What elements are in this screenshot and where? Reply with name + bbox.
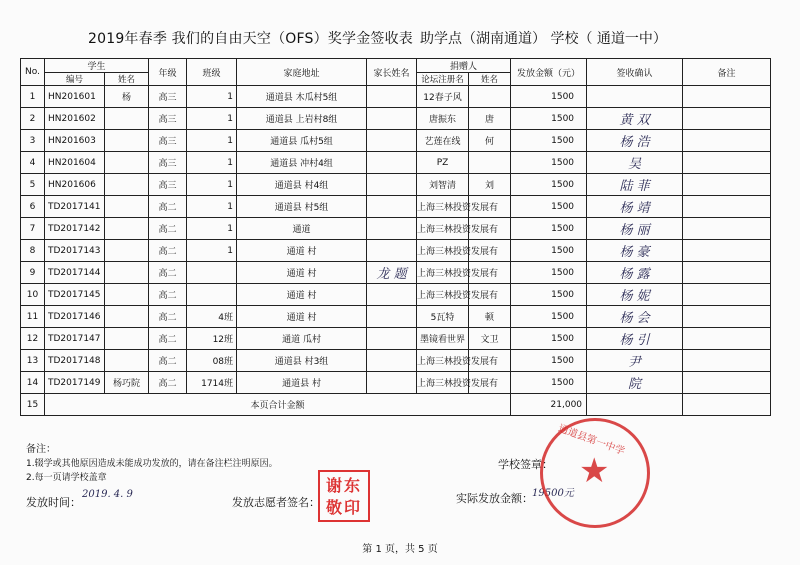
table-row [21,328,771,350]
row-class: 1714班 [187,372,237,394]
row-grade: 高二 [149,240,187,262]
col-address: 家庭地址 [237,59,367,86]
row-sign: 杨 浩 [587,130,683,152]
row-grade: 高二 [149,284,187,306]
row-remark [683,174,771,196]
row-class: 12班 [187,328,237,350]
table-row [21,174,771,196]
total-amount: 21,000 [511,394,587,416]
row-remark [683,196,771,218]
row-donor-name: 文卫 [469,328,511,350]
row-forum-name: 上海三林投资发展有 [417,372,469,394]
row-remark [683,372,771,394]
row-grade: 高二 [149,350,187,372]
row-no: 2 [21,108,45,130]
row-student-name [105,174,149,196]
table-body [21,86,771,394]
row-remark [683,218,771,240]
row-parent [367,350,417,372]
row-amount: 1500 [511,130,587,152]
col-donor: 捐赠人 [417,59,511,73]
row-parent [367,372,417,394]
row-student-name [105,196,149,218]
row-forum-name: 上海三林投资发展有 [417,196,469,218]
row-sign: 杨 引 [587,328,683,350]
school-seal-text: 通道县第一中学 [556,423,627,458]
row-sign: 尹 [587,350,683,372]
page-title: 2019年春季 我们的自由天空（OFS）奖学金签收表 [88,31,413,47]
row-grade: 高二 [149,372,187,394]
row-class [187,262,237,284]
row-student-id: HN201601 [45,86,105,108]
row-grade: 高二 [149,328,187,350]
total-label: 本页合计金额 [45,394,511,416]
row-forum-name: 12春子风 [417,86,469,108]
row-sign: 黄 双 [587,108,683,130]
row-grade: 高二 [149,262,187,284]
row-address: 通道 [237,218,367,240]
row-forum-name: 艺莲在线 [417,130,469,152]
row-class: 1 [187,218,237,240]
row-grade: 高三 [149,152,187,174]
row-address: 通道县 村3组 [237,350,367,372]
total-row [21,394,771,416]
row-class: 1 [187,240,237,262]
row-address: 通道 村 [237,284,367,306]
school-sign-label: 学校签章： [498,458,553,471]
row-remark [683,350,771,372]
row-student-name [105,108,149,130]
row-donor-name: 顿 [469,306,511,328]
school-subtitle: 助学点（湖南通道） 学校（ 通道一中） [420,31,667,47]
table-row [21,240,771,262]
col-amount: 发放金额（元） [511,59,587,86]
row-address: 通道 村 [237,262,367,284]
row-grade: 高二 [149,196,187,218]
row-student-name [105,240,149,262]
col-sign: 签收确认 [587,59,683,86]
row-sign: 杨 会 [587,306,683,328]
row-sign: 杨 妮 [587,284,683,306]
row-donor-name: 何 [469,130,511,152]
notes-heading: 备注： [26,444,56,455]
row-student-name [105,262,149,284]
table-row [21,284,771,306]
col-grade: 年级 [149,59,187,86]
row-amount: 1500 [511,284,587,306]
row-class: 1 [187,108,237,130]
row-class: 4班 [187,306,237,328]
row-donor-name [469,86,511,108]
row-remark [683,284,771,306]
row-no: 7 [21,218,45,240]
row-parent [367,130,417,152]
notes-line-1: 1.辍学或其他原因造成未能成功发放的，请在备注栏注明原因。 [26,459,278,469]
row-no: 10 [21,284,45,306]
col-parent: 家长姓名 [367,59,417,86]
row-remark [683,130,771,152]
row-student-id: TD2017146 [45,306,105,328]
date-value: 2019. 4. 9 [82,489,133,500]
row-student-name [105,306,149,328]
row-forum-name: 上海三林投资发展有 [417,284,469,306]
row-student-name [105,350,149,372]
table-row [21,108,771,130]
row-parent [367,196,417,218]
row-remark [683,152,771,174]
row-sign: 杨 靖 [587,196,683,218]
row-amount: 1500 [511,108,587,130]
row-forum-name: 上海三林投资发展有 [417,262,469,284]
row-amount: 1500 [511,350,587,372]
row-amount: 1500 [511,372,587,394]
header-row-1 [21,59,771,73]
row-student-id: HN201602 [45,108,105,130]
row-student-id: TD2017147 [45,328,105,350]
row-sign [587,86,683,108]
row-donor-name: 唐 [469,108,511,130]
row-student-name [105,328,149,350]
row-no: 6 [21,196,45,218]
row-remark [683,306,771,328]
row-forum-name: 上海三林投资发展有 [417,240,469,262]
row-address: 通道县 瓜村5组 [237,130,367,152]
row-class [187,284,237,306]
row-sign: 杨 豪 [587,240,683,262]
row-grade: 高三 [149,108,187,130]
volunteer-seal: 谢东敬印 [318,470,370,522]
row-amount: 1500 [511,328,587,350]
row-address: 通道县 村5组 [237,196,367,218]
notes-line-2: 2.每一页请学校盖章 [26,473,107,483]
table-row [21,372,771,394]
row-student-id: TD2017143 [45,240,105,262]
row-sign: 吴 [587,152,683,174]
table-row [21,130,771,152]
row-forum-name: PZ [417,152,469,174]
table-row [21,86,771,108]
scholarship-table [20,58,771,416]
row-student-id: HN201603 [45,130,105,152]
row-student-id: HN201606 [45,174,105,196]
row-remark [683,86,771,108]
row-no: 14 [21,372,45,394]
row-address: 通道县 上岩村8组 [237,108,367,130]
col-student: 学生 [45,59,149,73]
school-seal [540,418,650,528]
row-class: 1 [187,130,237,152]
row-amount: 1500 [511,240,587,262]
row-class: 1 [187,196,237,218]
row-student-id: HN201604 [45,152,105,174]
row-remark [683,108,771,130]
row-no: 1 [21,86,45,108]
row-student-id: TD2017149 [45,372,105,394]
row-class: 1 [187,86,237,108]
row-forum-name: 唐振东 [417,108,469,130]
row-no: 4 [21,152,45,174]
col-remark: 备注 [683,59,771,86]
row-address: 通道县 冲村4组 [237,152,367,174]
row-no: 5 [21,174,45,196]
row-remark [683,262,771,284]
col-class: 班级 [187,59,237,86]
row-parent [367,86,417,108]
row-address: 通道县 村4组 [237,174,367,196]
row-class: 1 [187,174,237,196]
actual-amount-value: 19500元 [532,488,574,499]
row-amount: 1500 [511,86,587,108]
row-address: 通道 村 [237,306,367,328]
col-donor-name: 姓名 [469,73,511,86]
row-forum-name: 上海三林投资发展有 [417,350,469,372]
row-no: 3 [21,130,45,152]
row-no: 8 [21,240,45,262]
col-student-id: 编号 [45,73,105,86]
row-donor-name [469,152,511,174]
row-no: 11 [21,306,45,328]
row-forum-name: 刘智清 [417,174,469,196]
row-student-id: TD2017141 [45,196,105,218]
row-grade: 高三 [149,130,187,152]
row-forum-name: 上海三林投资发展有 [417,218,469,240]
total-no: 15 [21,394,45,416]
row-amount: 1500 [511,262,587,284]
row-no: 9 [21,262,45,284]
table-row [21,350,771,372]
row-student-name [105,152,149,174]
row-grade: 高二 [149,306,187,328]
row-forum-name: 5瓦特 [417,306,469,328]
row-class: 1 [187,152,237,174]
row-student-name [105,218,149,240]
row-address: 通道县 木瓜村5组 [237,86,367,108]
row-class: 08班 [187,350,237,372]
row-remark [683,240,771,262]
row-parent [367,306,417,328]
row-no: 13 [21,350,45,372]
row-student-id: TD2017142 [45,218,105,240]
row-parent: 龙 题 [367,262,417,284]
row-sign: 杨 丽 [587,218,683,240]
row-amount: 1500 [511,152,587,174]
row-address: 通道 瓜村 [237,328,367,350]
row-amount: 1500 [511,196,587,218]
row-amount: 1500 [511,306,587,328]
row-student-id: TD2017148 [45,350,105,372]
row-student-name [105,130,149,152]
table-row [21,306,771,328]
row-remark [683,328,771,350]
row-grade: 高二 [149,218,187,240]
table-row [21,152,771,174]
table-row [21,196,771,218]
row-parent [367,240,417,262]
row-student-name [105,284,149,306]
col-no: No. [21,59,45,86]
row-grade: 高三 [149,174,187,196]
page-indicator: 第 1 页，共 5 页 [362,544,438,555]
col-forum-name: 论坛注册名 [417,73,469,86]
row-donor-name: 刘 [469,174,511,196]
row-amount: 1500 [511,218,587,240]
row-amount: 1500 [511,174,587,196]
table-row [21,218,771,240]
row-student-id: TD2017145 [45,284,105,306]
row-parent [367,108,417,130]
row-student-name: 杨 [105,86,149,108]
row-sign: 杨 露 [587,262,683,284]
row-parent [367,284,417,306]
date-label: 发放时间： [26,496,81,509]
row-address: 通道 村 [237,240,367,262]
star-icon: ★ [579,451,610,491]
table-row [21,262,771,284]
col-student-name: 姓名 [105,73,149,86]
row-parent [367,174,417,196]
row-sign: 陆 菲 [587,174,683,196]
actual-amount-label: 实际发放金额： [456,492,533,505]
volunteer-label: 发放志愿者签名： [232,496,320,509]
row-address: 通道县 村 [237,372,367,394]
row-student-id: TD2017144 [45,262,105,284]
row-no: 12 [21,328,45,350]
row-parent [367,218,417,240]
row-sign: 院 [587,372,683,394]
row-forum-name: 墨镜看世界 [417,328,469,350]
row-grade: 高三 [149,86,187,108]
row-parent [367,152,417,174]
row-student-name: 杨巧院 [105,372,149,394]
row-parent [367,328,417,350]
